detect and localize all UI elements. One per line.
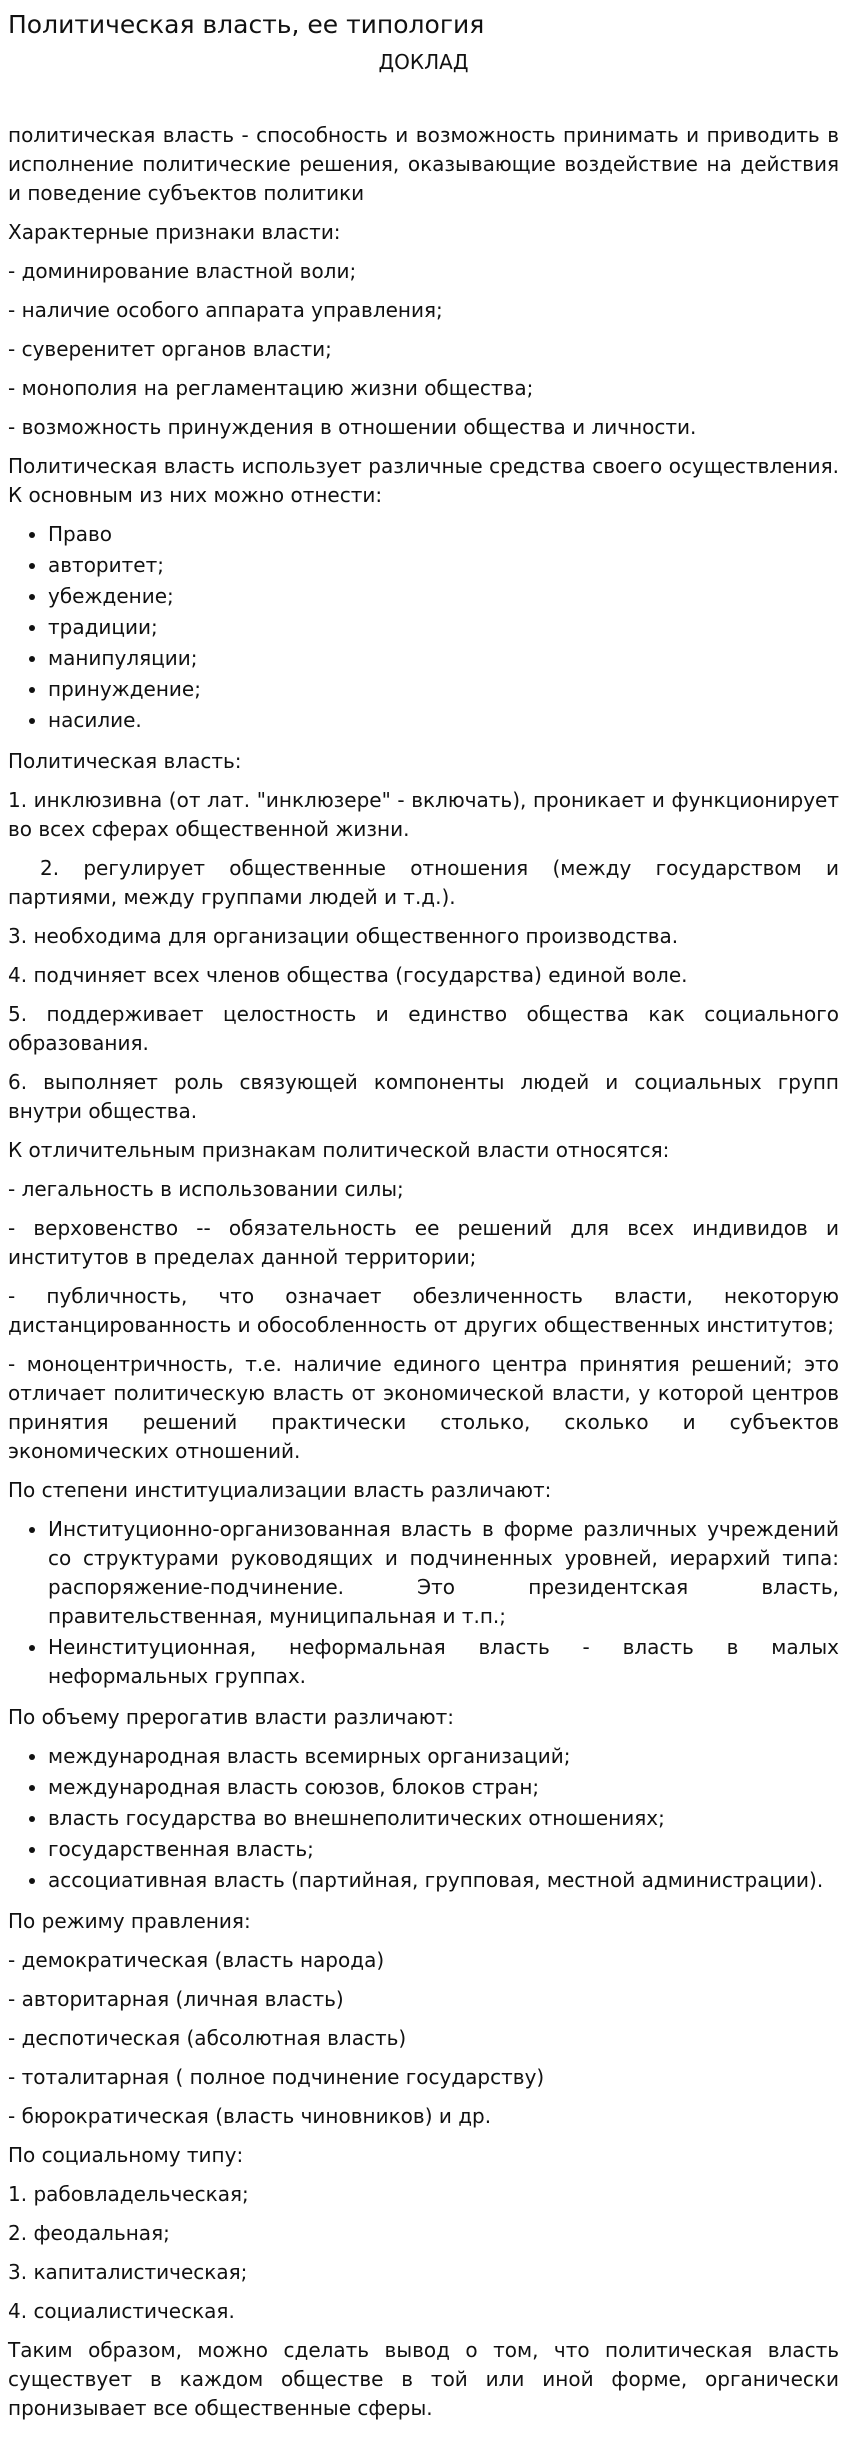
feature-item: - наличие особого аппарата управления;	[8, 298, 443, 322]
list-item: • принуждение;	[48, 675, 839, 704]
list-item: • Институционно-организованная власть в форме различных учреждений со структурами руководящих и подчиненных уровней, иерархий типа: распоряжение-подчинение. Это президентская власть, правительственная, муниципальная и т.п.;	[48, 1515, 839, 1631]
functions-heading: Политическая власть:	[8, 749, 242, 773]
list-item: • традиции;	[48, 613, 839, 642]
means-intro: Политическая власть использует различные средства своего осуществления. К основным из них можно отнести:	[8, 454, 839, 507]
document-title: Политическая власть, ее типология	[8, 10, 485, 39]
function-item: 5. поддерживает целостность и единство общества как социального образования.	[8, 1002, 839, 1055]
feature-item: - доминирование властной воли;	[8, 259, 357, 283]
function-item: 2. регулирует общественные отношения (между государством и партиями, между группами людей и т.д.).	[8, 856, 839, 909]
social-item: 4. социалистическая.	[8, 2299, 235, 2323]
distinctive-item: - верховенство -- обязательность ее решений для всех индивидов и институтов в пределах данной территории;	[8, 1216, 839, 1269]
regime-item: - деспотическая (абсолютная власть)	[8, 2026, 407, 2050]
social-item: 3. капиталистическая;	[8, 2260, 248, 2284]
function-item: 6. выполняет роль связующей компоненты людей и социальных групп внутри общества.	[8, 1070, 839, 1123]
institutional-heading: По степени институциализации власть различают:	[8, 1478, 552, 1502]
function-item: 4. подчиняет всех членов общества (государства) единой воле.	[8, 963, 688, 987]
institutional-list	[8, 1515, 839, 1691]
regime-item: - тоталитарная ( полное подчинение государству)	[8, 2065, 545, 2089]
distinctive-heading: К отличительным признакам политической власти относятся:	[8, 1138, 670, 1162]
social-item: 1. рабовладельческая;	[8, 2182, 249, 2206]
distinctive-item: - публичность, что означает обезличенность власти, некоторую дистанцированность и обособленность от других общественных институтов;	[8, 1284, 839, 1337]
feature-item: - суверенитет органов власти;	[8, 337, 332, 361]
intro-paragraph: политическая власть - способность и возможность принимать и приводить в исполнение политические решения, оказывающие воздействие на действия и поведение субъектов политики	[8, 123, 839, 205]
function-item: 3. необходима для организации общественного производства.	[8, 924, 679, 948]
list-item: • насилие.	[48, 706, 839, 735]
document-subtitle: ДОКЛАД	[378, 50, 469, 74]
regime-item: - бюрократическая (власть чиновников) и др.	[8, 2104, 492, 2128]
distinctive-item: - легальность в использовании силы;	[8, 1177, 404, 1201]
regime-item: - демократическая (власть народа)	[8, 1948, 385, 1972]
prerogative-list	[8, 1742, 839, 1895]
list-item: • Право	[48, 520, 839, 549]
list-item: • международная власть всемирных организаций;	[48, 1742, 839, 1771]
list-item: • убеждение;	[48, 582, 839, 611]
function-item: 1. инклюзивна (от лат. "инклюзере" - включать), проникает и функционирует во всех сферах общественной жизни.	[8, 788, 839, 841]
list-item: • ассоциативная власть (партийная, групповая, местной администрации).	[48, 1866, 839, 1895]
feature-item: - возможность принуждения в отношении общества и личности.	[8, 415, 697, 439]
conclusion-paragraph: Таким образом, можно сделать вывод о том, что политическая власть существует в каждом обществе в той или иной форме, органически пронизывает все общественные сферы.	[8, 2338, 839, 2420]
list-item: • манипуляции;	[48, 644, 839, 673]
regime-heading: По режиму правления:	[8, 1909, 251, 1933]
list-item: • международная власть союзов, блоков стран;	[48, 1773, 839, 1802]
list-item: • Неинституционная, неформальная власть - власть в малых неформальных группах.	[48, 1633, 839, 1691]
means-list	[8, 520, 839, 735]
regime-item: - авторитарная (личная власть)	[8, 1987, 344, 2011]
list-item: • государственная власть;	[48, 1835, 839, 1864]
distinctive-item: - моноцентричность, т.е. наличие единого центра принятия решений; это отличает политическую власть от экономической власти, у которой центров принятия решений практически столько, сколько и субъектов экономических отношений.	[8, 1352, 839, 1463]
social-item: 2. феодальная;	[8, 2221, 170, 2245]
prerogative-heading: По объему прерогатив власти различают:	[8, 1705, 454, 1729]
list-item: • власть государства во внешнеполитических отношениях;	[48, 1804, 839, 1833]
feature-item: - монополия на регламентацию жизни общества;	[8, 376, 534, 400]
list-item: • авторитет;	[48, 551, 839, 580]
features-heading: Характерные признаки власти:	[8, 220, 341, 244]
social-heading: По социальному типу:	[8, 2143, 244, 2167]
